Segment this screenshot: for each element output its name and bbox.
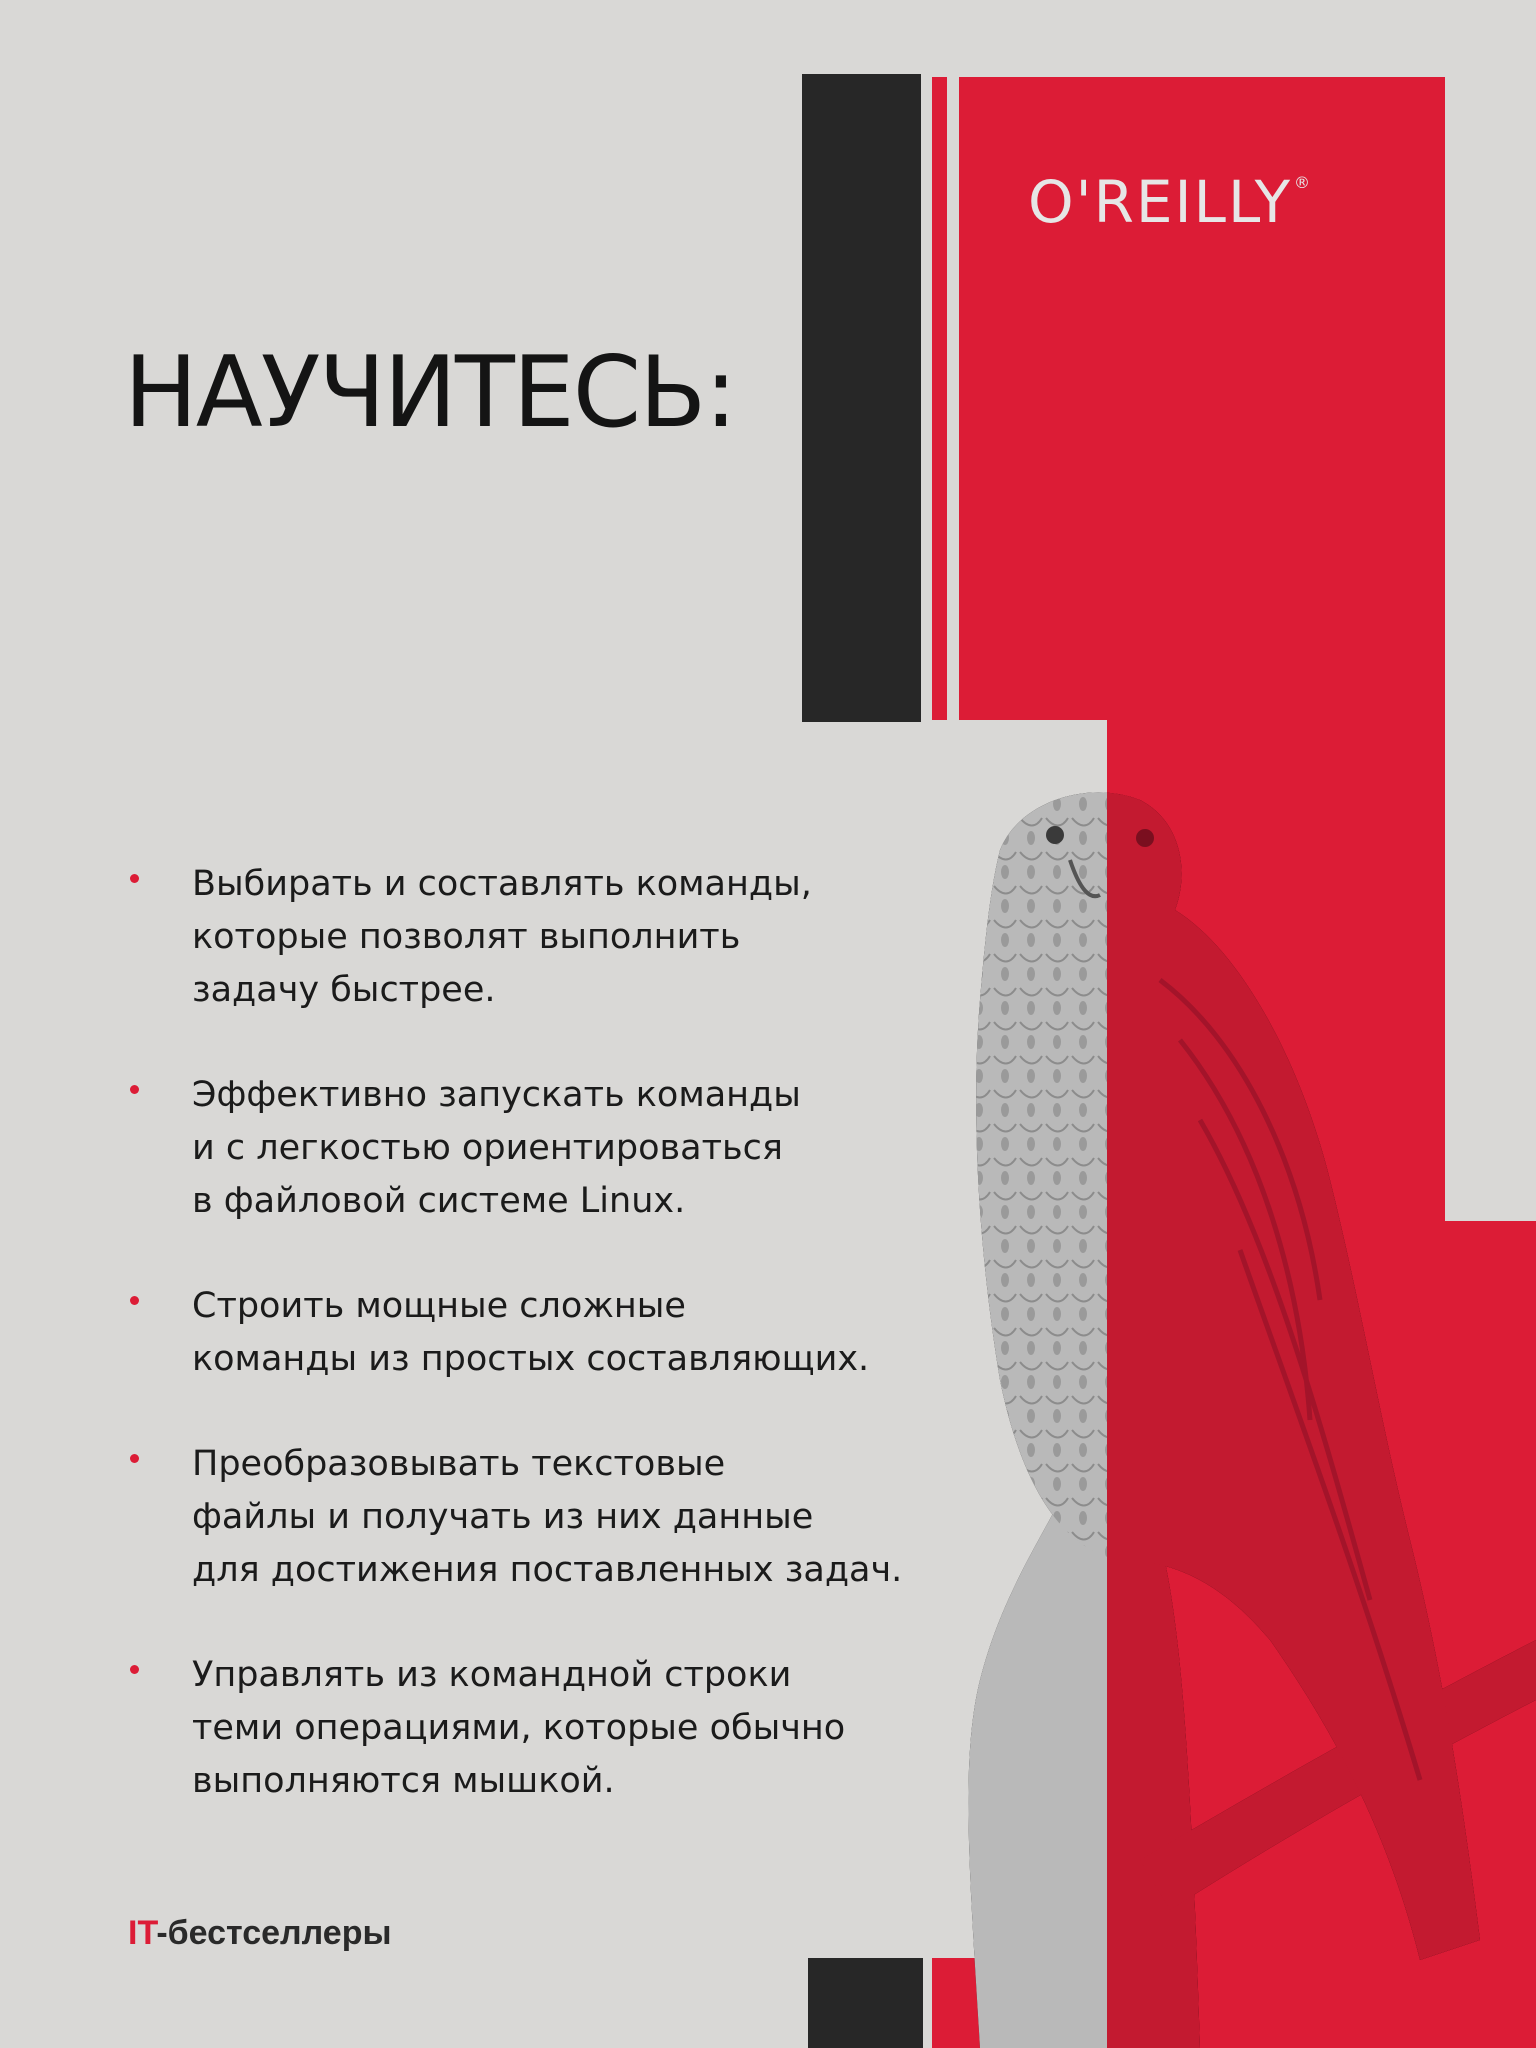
oreilly-logo <box>1028 168 1312 236</box>
falcon-illustration <box>940 780 1536 2048</box>
feature-item <box>130 858 930 1017</box>
series-prefix: IT <box>128 1914 157 1952</box>
bullet-icon <box>130 1454 139 1463</box>
page-heading: НАУЧИТЕСЬ: <box>124 336 736 450</box>
feature-item <box>130 1438 930 1597</box>
feature-text: Преобразовывать текстовые файлы и получать из них данные для достижения поставленных задач. <box>192 1444 903 1590</box>
bullet-icon <box>130 1296 139 1305</box>
feature-text: Выбирать и составлять команды, которые позволят выполнить задачу быстрее. <box>192 864 812 1010</box>
dark-stripe-top <box>802 74 921 722</box>
dark-stripe-bottom <box>808 1958 923 2048</box>
feature-item <box>130 1280 930 1386</box>
feature-text: Эффективно запускать команды и с легкостью ориентироваться в файловой системе Linux. <box>192 1075 801 1221</box>
series-suffix: -бестселлеры <box>156 1914 392 1952</box>
bullet-icon <box>130 874 139 883</box>
registered-mark: ® <box>1294 173 1313 192</box>
bullet-icon <box>130 1085 139 1094</box>
bullet-icon <box>130 1665 139 1674</box>
feature-item <box>130 1069 930 1228</box>
feature-text: Строить мощные сложные команды из простых составляющих. <box>192 1286 870 1379</box>
series-label <box>128 1914 392 1953</box>
feature-item <box>130 1649 930 1808</box>
feature-text: Управлять из командной строки теми операциями, которые обычно выполняются мышкой. <box>192 1655 846 1801</box>
feature-list <box>130 858 930 1860</box>
oreilly-logo-text: O'REILLY <box>1028 168 1293 236</box>
red-thin-stripe <box>932 77 947 720</box>
